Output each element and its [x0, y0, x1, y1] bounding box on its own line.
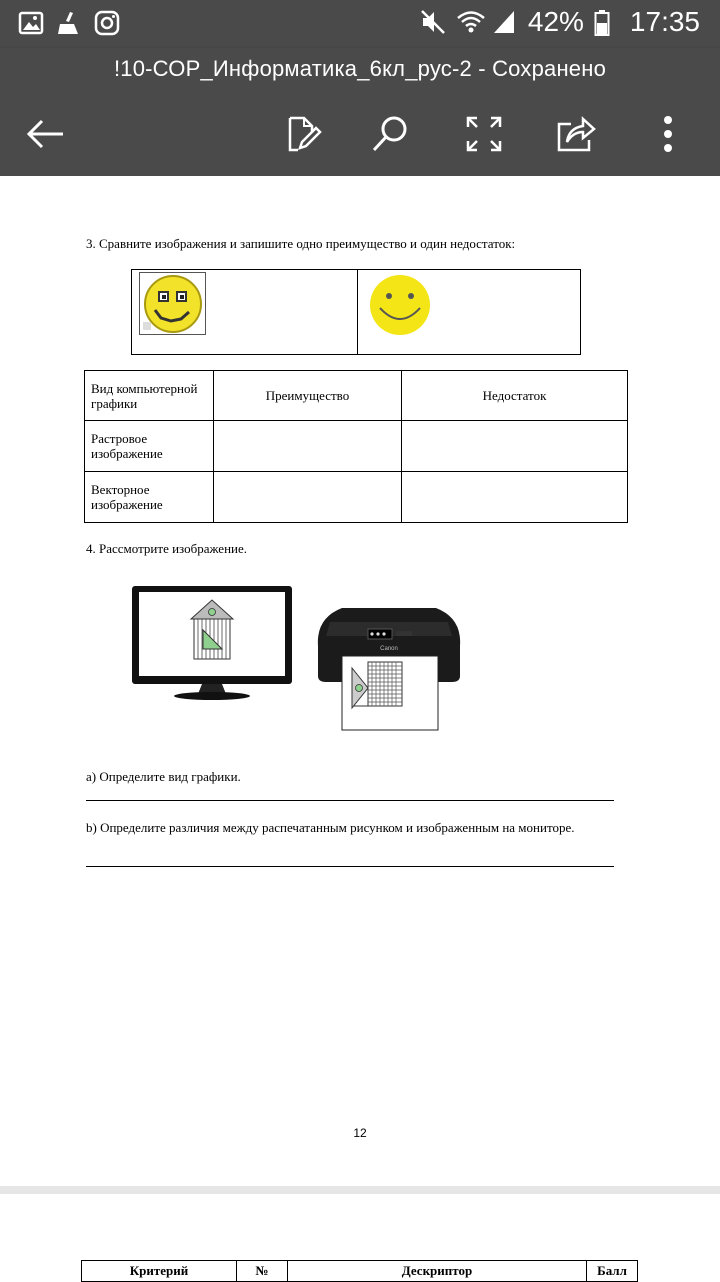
printer-brand: Canon — [380, 646, 398, 652]
share-button[interactable] — [552, 110, 600, 158]
monitor-illustration — [130, 584, 294, 704]
instagram-icon — [94, 10, 120, 36]
edit-button[interactable] — [278, 110, 326, 158]
battery-icon — [594, 9, 620, 35]
question-4: 4. Рассмотрите изображение. — [86, 541, 248, 556]
comparison-table — [84, 370, 628, 523]
answer-line-b[interactable] — [86, 866, 614, 867]
header-number: № — [237, 1261, 288, 1282]
app-bar — [0, 48, 720, 176]
vector-smiley-image — [366, 272, 434, 338]
back-arrow-icon — [26, 119, 66, 149]
more-icon — [662, 114, 674, 154]
back-button[interactable] — [22, 110, 70, 158]
search-icon — [370, 114, 410, 154]
edit-icon — [282, 114, 322, 154]
row-raster-label: Растровое изображение — [85, 421, 214, 472]
raster-advantage-cell — [214, 421, 402, 472]
header-disadvantage: Недостаток — [402, 371, 628, 421]
share-icon — [555, 114, 597, 154]
criteria-table — [81, 1260, 638, 1282]
clean-icon — [56, 10, 82, 36]
battery-percent: 42% — [527, 6, 584, 37]
header-advantage: Преимущество — [214, 371, 402, 421]
clock: 17:35 — [629, 6, 700, 37]
smiley-comparison-table — [131, 269, 581, 355]
image-icon — [18, 10, 44, 36]
vector-disadvantage-cell — [402, 472, 628, 523]
fullscreen-button[interactable] — [460, 110, 508, 158]
printer-illustration — [312, 602, 466, 734]
search-button[interactable] — [366, 110, 414, 158]
answer-line-a[interactable] — [86, 800, 614, 801]
mute-icon — [420, 9, 446, 35]
more-button[interactable] — [644, 110, 692, 158]
signal-icon — [492, 9, 518, 35]
question-4a: а) Определите вид графики. — [86, 769, 241, 784]
document-title: !10-СОР_Информатика_6кл_рус-2 - Сохранено — [113, 56, 607, 81]
document-page[interactable] — [0, 176, 720, 1186]
header-score: Балл — [587, 1261, 638, 1282]
status-bar — [0, 0, 720, 48]
vector-advantage-cell — [214, 472, 402, 523]
question-3: 3. Сравните изображения и запишите одно преимущество и один недостаток: — [86, 236, 516, 251]
fullscreen-icon — [465, 115, 503, 153]
raster-disadvantage-cell — [402, 421, 628, 472]
raster-smiley-image — [139, 272, 207, 336]
header-descriptor: Дескриптор — [288, 1261, 587, 1282]
page-number: 12 — [353, 1126, 367, 1140]
header-graphics-type: Вид компьютерной графики — [85, 371, 214, 421]
wifi-icon — [456, 9, 482, 35]
row-vector-label: Векторное изображение — [85, 472, 214, 523]
header-criterion: Критерий — [82, 1261, 237, 1282]
page-separator — [0, 1186, 720, 1194]
question-4b: b) Определите различия между распечатанным рисунком и изображенным на мониторе. — [86, 820, 575, 835]
next-page[interactable] — [0, 1194, 720, 1280]
